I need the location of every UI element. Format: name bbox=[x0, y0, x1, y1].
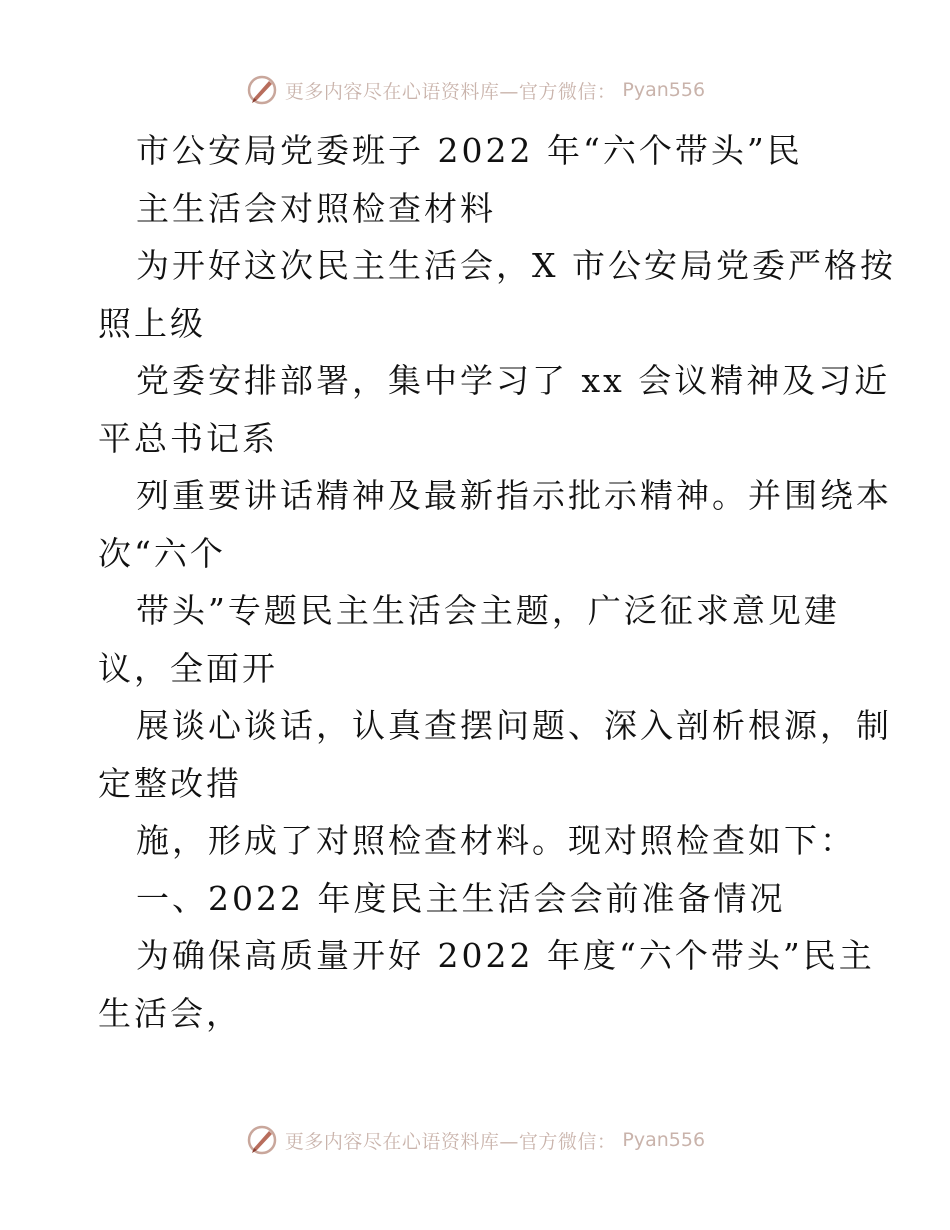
paragraph-line: 为确保高质量开好 2022 年度“六个带头”民主 bbox=[136, 936, 875, 975]
footer-banner-text: 更多内容尽在心语资料库—官方微信： bbox=[284, 1130, 617, 1153]
header-watermark-banner bbox=[0, 68, 950, 112]
quill-pen-logo-icon bbox=[245, 1123, 279, 1157]
header-banner-text: 更多内容尽在心语资料库—官方微信： bbox=[284, 80, 617, 103]
paragraph-line: 议，全面开 bbox=[98, 648, 278, 688]
footer-watermark-banner bbox=[0, 1118, 950, 1162]
quill-pen-logo-icon bbox=[245, 73, 279, 107]
document-body bbox=[98, 122, 896, 1042]
title-line-2: 主生活会对照检查材料 bbox=[136, 188, 496, 228]
paragraph-line: 次“六个 bbox=[98, 533, 226, 573]
paragraph-line: 带头”专题民主生活会主题，广泛征求意见建 bbox=[136, 591, 840, 630]
footer-wechat-id: Pyan556 bbox=[622, 1129, 706, 1151]
paragraph-line: 为开好这次民主生活会，X 市公安局党委严格按 bbox=[136, 246, 896, 285]
header-wechat-id: Pyan556 bbox=[622, 79, 706, 101]
paragraph-line: 列重要讲话精神及最新指示批示精神。并围绕本 bbox=[136, 476, 892, 515]
paragraph-line: 生活会， bbox=[98, 993, 242, 1033]
paragraph-line: 党委安排部署，集中学习了 xx 会议精神及习近 bbox=[136, 361, 891, 400]
paragraph-line: 定整改措 bbox=[98, 763, 242, 803]
paragraph-line: 平总书记系 bbox=[98, 418, 278, 458]
section-heading: 一、2022 年度民主生活会会前准备情况 bbox=[136, 878, 786, 918]
title-line-1: 市公安局党委班子 2022 年“六个带头”民 bbox=[136, 131, 803, 170]
paragraph-line: 施，形成了对照检查材料。现对照检查如下： bbox=[136, 821, 856, 860]
paragraph-line: 照上级 bbox=[98, 303, 206, 343]
paragraph-line: 展谈心谈话，认真查摆问题、深入剖析根源，制 bbox=[136, 706, 892, 745]
